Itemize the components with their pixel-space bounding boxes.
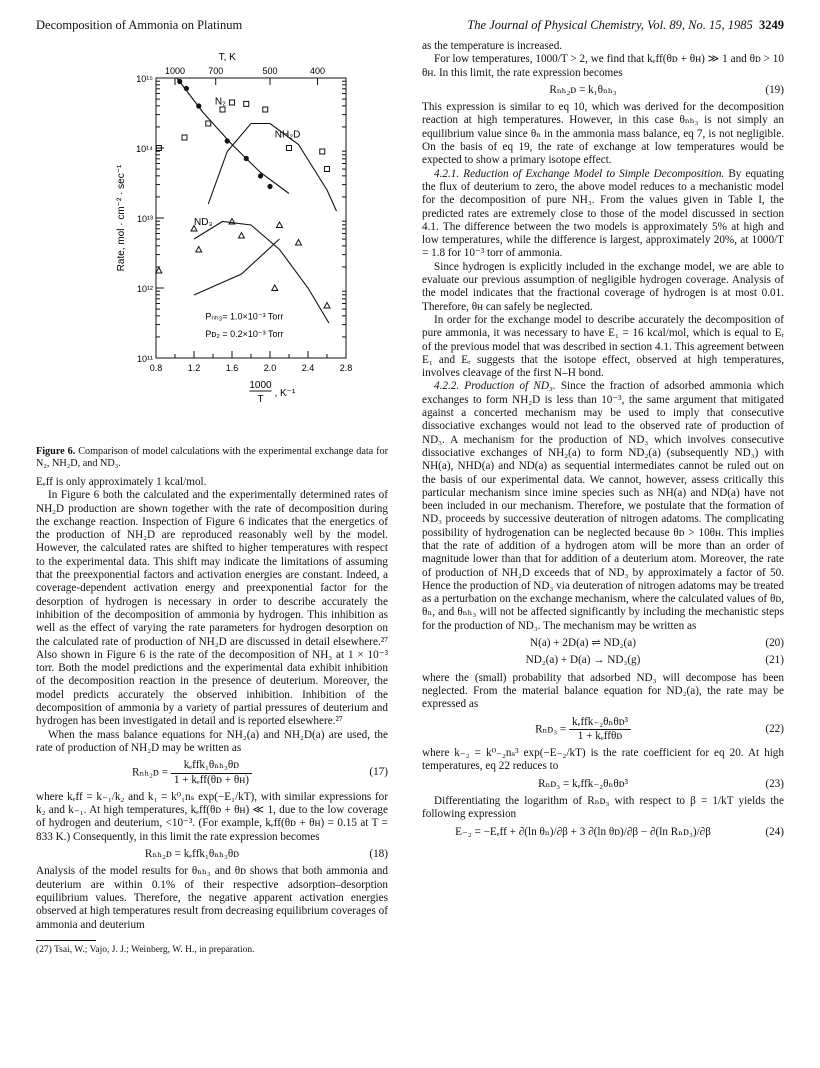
footnote-rule — [36, 940, 96, 941]
point-nd3 — [239, 233, 245, 239]
eq18-body: Rₙₕ₂ᴅ = kₑffk₁θₙₕ₃θᴅ — [144, 848, 240, 861]
point-nd3 — [156, 268, 162, 274]
x-tick-label: 2.0 — [263, 363, 277, 373]
point-nh2d — [220, 107, 225, 112]
right-p7: Differentiating the logarithm of Rₙᴅ₃ with respect to β = 1/kT yields the following expression — [422, 795, 784, 821]
right-p0: as the temperature is increased. — [422, 40, 563, 52]
eq21-number: (21) — [765, 654, 784, 667]
section-4-2-2 — [422, 380, 784, 633]
model-curve-nh3-decomposition — [194, 239, 280, 295]
x-tick-label: 1.6 — [225, 363, 239, 373]
right-p4: In order for the exchange model to describe accurately the decomposition of pure ammonia, it was necessary to have E₁ = 16 kcal/mol, which is equal to Eᵣ of the previous model that was described in section 4.1. This agreement between E₁ and Eᵣ suggests that the isotope effect, observed at high temperatures, involves cleavage of the first N–H bond. — [422, 313, 784, 380]
right-p6: where k₋₂ = k⁰₋₂nₛ³ exp(−E₋₂/kT) is the rate coefficient for eq 20. At high temperatures, eq 22 reduces to — [422, 747, 784, 773]
point-nh2d — [263, 107, 268, 112]
section-4-2-1 — [422, 168, 784, 261]
point-n2 — [267, 184, 272, 189]
x-tick-label: 2.8 — [339, 363, 353, 373]
point-nh2d — [230, 100, 235, 105]
y-axis-label: Rate, mol · cm⁻² · sec⁻¹ — [116, 164, 127, 272]
eq22-denominator: 1 + kₑffθᴅ — [577, 729, 623, 742]
point-nh2d — [244, 101, 249, 106]
point-n2 — [177, 79, 182, 84]
eq17-denominator: 1 + kₑff(θᴅ + θʜ) — [173, 773, 249, 786]
pressure-note-nh3: Pₙₕ₃= 1.0×10⁻³ Torr — [205, 311, 284, 322]
point-n2 — [225, 138, 230, 143]
x-tick-label: 0.8 — [149, 363, 163, 373]
running-header-right — [467, 18, 784, 33]
top-tick-label: 500 — [262, 66, 278, 76]
point-nh2d — [325, 167, 330, 172]
x-tick-label: 1.2 — [187, 363, 201, 373]
point-n2 — [258, 173, 263, 178]
y-tick-label: 10¹⁴ — [136, 144, 153, 154]
left-column — [36, 40, 388, 956]
equation-20 — [422, 637, 784, 650]
right-p3: Since hydrogen is explicitly included in the exchange model, we are able to evaluate our previous assumption of negligible hydrogen coverage. Analysis of the model indicates that the fractional coverage of hydrogen is at most 0.01. Therefore, θʜ can safely be neglected. — [422, 260, 784, 313]
journal-citation: The Journal of Physical Chemistry, Vol. 89, No. 15, 1985 — [467, 18, 753, 32]
figure-caption-text: Comparison of model calculations with the experimental exchange data for N₂, NH₂D, and ND₃. — [36, 446, 388, 469]
section-4-2-1-text: By equating the flux of deuterium to zero, the above model reduces to a mechanistic model for the decomposition of pure NH₃. From the values given in Table I, the predicted rates are extremely close to those of the model discussed in section 4.1. The difference between the two models is approximately 5% at high and low temperatures, while the difference is largest, approximately 20%, at 1000/T = 1.8 for 10⁻³ torr of ammonia. — [422, 167, 784, 260]
y-tick-label: 10¹⁵ — [136, 74, 153, 84]
pressure-note-d2: Pᴅ₂ = 0.2×10⁻³ Torr — [205, 329, 284, 339]
right-p2: This expression is similar to eq 10, which was derived for the decomposition reaction at high temperatures. However, in this case θₙₕ₃ is not simply an equilibrium value since θₙ in the ammonia mass balance, eq 7, is not negligible. On the basis of eq 19, the rate of exchange at low temperatures would be expected to show a primary isotope effect. — [422, 101, 784, 167]
eq17-fraction — [171, 759, 252, 787]
eq23-number: (23) — [765, 777, 784, 790]
section-4-2-2-text: Since the fraction of adsorbed ammonia which exchanges to form NH₂D is less than 10⁻³, the same argument that mitigated against a concerted mechanism may be used to imply that consecutive dissociative exchanges would not lead to the observed rate of production of ND₃. A mechanism for the production of ND₃ which involves consecutive dissociative exchanges of NH₂(a) to form ND₂(a) (subsequently ND₃) with NH(a), NHD(a) and ND(a) as sequential intermediates cannot be ruled out on the basis of our experimental data. We cannot, however, assess critically this particular mechanism since imine species such as NH(a) and ND(a) have not been included in our mechanism. Therefore, we postulate that the formation of ND₃ proceeds by successive deuteration of nitrogen adatoms. The complicating possibility of hydrogenation can be neglected because θᴅ > 10θʜ. This implies that the rate of addition of a hydrogen atom will be more than an order of magnitude lower than that for addition of a deuterium atom. Moreover, the rate of production of NH₂D exceeds that of ND₃ by approximately a factor of 50. Hence the production of ND₃ via deuteration of nitrogen adatoms may be treated as a perturbation on the exchange mechanism, where the calculated values of θᴅ, θₙ, and θₙₕ₃ will not be affected significantly by including the mechanistic steps for the production of ND₃. The mechanism may be written as — [422, 380, 784, 632]
figure-6-chart — [36, 40, 388, 440]
right-p5: where the (small) probability that adsorbed ND₃ will decompose has been neglected. From the material balance equation for ND₂(a), the rate may be expressed as — [422, 671, 784, 711]
equation-22 — [422, 716, 784, 744]
point-n2 — [196, 103, 201, 108]
model-curve-n2 — [177, 78, 289, 194]
point-nd3 — [196, 247, 202, 253]
model-curve-nh2d — [208, 124, 336, 212]
series-label-n2: N₂ — [214, 96, 227, 108]
y-tick-label: 10¹³ — [136, 214, 153, 224]
eq22-number: (22) — [765, 722, 784, 735]
x-axis-label-numerator: 1000 — [249, 380, 272, 391]
equation-24 — [422, 826, 784, 839]
point-nd3 — [296, 240, 302, 246]
eq17-lhs: Rₙₕ₂ᴅ = — [132, 766, 169, 779]
eq22-fraction — [569, 716, 631, 744]
figure-caption-label: Figure 6. — [36, 446, 76, 457]
x-tick-label: 2.4 — [301, 363, 315, 373]
right-p1: For low temperatures, 1000/T > 2, we find that kₑff(θᴅ + θʜ) ≫ 1 and θᴅ > 10 θʜ. In this limit, the rate expression becomes — [422, 53, 784, 79]
point-nh2d — [287, 146, 292, 151]
eq17-number: (17) — [369, 766, 388, 779]
point-n2 — [244, 156, 249, 161]
section-4-2-1-title: 4.2.1. Reduction of Exchange Model to Simple Decomposition. — [434, 167, 725, 180]
series-label-nd3: ND₃ — [194, 217, 213, 228]
point-n2 — [184, 86, 189, 91]
eq19-body: Rₙₕ₂ᴅ = k₁θₙₕ₃ — [549, 83, 617, 96]
equation-19 — [422, 84, 784, 97]
running-header-left: Decomposition of Ammonia on Platinum — [36, 18, 243, 32]
point-nd3 — [277, 222, 283, 228]
equation-23 — [422, 778, 784, 791]
right-column — [422, 40, 784, 843]
footnote-27: (27) Tsai, W.; Vajo, J. J.; Weinberg, W. H., in preparation. — [36, 944, 255, 955]
left-p3: where kₑff = k₋₁/k₂ and k₁ = k⁰₁nₛ exp(−E₁/kT), with similar expressions for k₂ and k₋₁. At high temperatures, kₑff(θᴅ + θʜ) ≪ 1, due to the low coverage of hydrogen and deuterium, <10⁻³. (For example, kₑff(θᴅ + θʜ) = 0.15 at T = 833 K.) Consequently, in this limit the rate expression becomes — [36, 790, 388, 843]
figure-caption — [36, 446, 388, 470]
eq20-body: N(a) + 2D(a) ⇌ ND₂(a) — [530, 637, 636, 650]
left-p2: When the mass balance equations for NH₂(a) and NH₂D(a) are used, the rate of production of NH₂D may be written as — [36, 728, 388, 754]
left-p1: In Figure 6 both the calculated and the experimentally determined rates of NH₂D production are shown together with the rate of decomposition during the exchange reaction. Inspection of Figure 6 indicates that the energetics of the production of NH₂D are reproduced reasonably well by the model. However, the calculated rates are shifted to higher temperatures with respect to the experimental data. This shift may indicate the limitations of assuming that the preexponential factors and activation energies are constant. Indeed, a coverage-dependent activation energy and preexponential factor for the desorption of hydrogen is necessary in order to describe accurately the inhibition of the decomposition of ammonia by hydrogen. This inhibition as well as the effect of varying the rate parameters for hydrogen desorption on the calculated rate of production of NH₂D are discussed in detail elsewhere.²⁷ Also shown in Figure 6 is the rate of the decomposition of NH₃ at 1 × 10⁻³ torr. Both the model predictions and the experimental data exhibit inhibition of the decomposition reaction in the presence of deuterium. Moreover, the model predicts accurately the observed inhibition. Inhibition of the decomposition of ammonia by a variety of partial pressures of deuterium and hydrogen has been investigated in detail and is reported elsewhere.²⁷ — [36, 489, 388, 728]
point-nh2d — [206, 121, 211, 126]
equation-21 — [422, 654, 784, 667]
page-number: 3249 — [759, 18, 784, 32]
eq18-number: (18) — [369, 848, 388, 861]
left-p0: Eₑff is only approximately 1 kcal/mol. — [36, 476, 207, 488]
eq24-number: (24) — [765, 825, 784, 838]
eq23-body: Rₙᴅ₃ = kₑffk₋₂θₙθᴅ³ — [538, 777, 628, 790]
point-nh2d — [182, 135, 187, 140]
eq24-body: E₋₂ = −Eₑff + ∂(ln θₙ)/∂β + 3 ∂(ln θᴅ)/∂β − ∂(ln Rₙᴅ₃)/∂β — [455, 825, 711, 838]
x-axis-label-unit: , K⁻¹ — [274, 388, 296, 399]
top-tick-label: 700 — [208, 66, 224, 76]
eq22-numerator: kₑffk₋₂θₙθᴅ³ — [569, 716, 631, 730]
y-tick-label: 10¹² — [136, 284, 153, 294]
left-p4: Analysis of the model results for θₙₕ₃ and θᴅ shows that both ammonia and deuterium are within 0.1% of their respective adsorption–desorption equilibrium values. Therefore, the negative apparent activation energies observed at high temperatures result from decreasing equilibrium coverages of ammonia and deuterium — [36, 865, 388, 931]
x-axis-label-denominator: T — [257, 394, 264, 405]
eq19-number: (19) — [765, 83, 784, 96]
eq22-lhs: Rₙᴅ₃ = — [535, 722, 567, 735]
equation-18 — [36, 848, 388, 861]
top-tick-label: 1000 — [164, 66, 186, 76]
model-curve-nd3 — [194, 222, 329, 324]
top-tick-label: 400 — [309, 66, 326, 76]
top-axis-label: T, K — [218, 52, 236, 63]
eq21-body: ND₂(a) + D(a) → ND₃(g) — [525, 654, 641, 667]
eq20-number: (20) — [765, 637, 784, 650]
point-nd3 — [272, 285, 278, 291]
point-nh2d — [320, 149, 325, 154]
equation-17 — [36, 759, 388, 787]
eq17-numerator: kₑffk₁θₙₕ₃θᴅ — [171, 759, 252, 773]
section-4-2-2-title: 4.2.2. Production of ND₃. — [434, 380, 556, 393]
point-nd3 — [324, 303, 330, 309]
y-tick-label: 10¹¹ — [136, 354, 153, 364]
series-label-nh2d: NH₂D — [274, 129, 301, 141]
